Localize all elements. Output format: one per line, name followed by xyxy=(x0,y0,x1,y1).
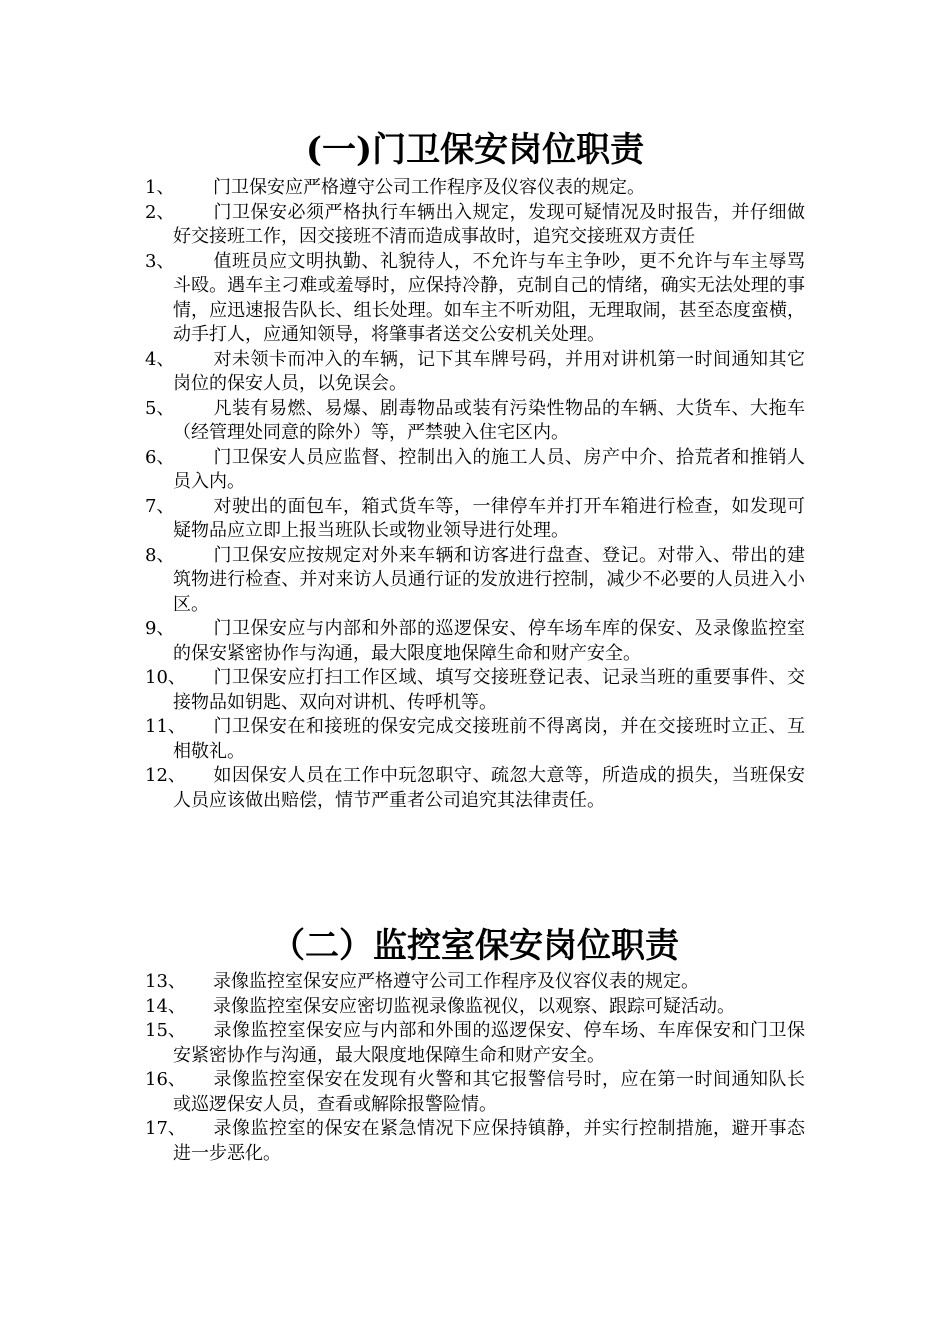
item-number: 9、 xyxy=(145,618,175,639)
list-item xyxy=(145,544,805,618)
item-number: 13、 xyxy=(145,971,186,992)
list-item xyxy=(145,201,805,250)
item-text: 门卫保安应与内部和外部的巡逻保安、停车场车库的保安、及录像监控室的保安紧密协作与沟通，最大限度地保障生命和财产安全。 xyxy=(173,618,805,664)
section-title: (一)门卫保安岗位职责 xyxy=(305,130,645,170)
item-text: 对未领卡而冲入的车辆，记下其车牌号码，并用对讲机第一时间通知其它岗位的保安人员，以免误会。 xyxy=(173,348,805,394)
item-text: 录像监控室的保安在紧急情况下应保持镇静，并实行控制措施，避开事态进一步恶化。 xyxy=(173,1118,805,1164)
list-item xyxy=(145,397,805,446)
item-number: 6、 xyxy=(145,446,175,468)
item-text: 门卫保安必须严格执行车辆出入规定，发现可疑情况及时报告，并仔细做好交接班工作，因交接班不清而造成事故时，追究交接班双方责任 xyxy=(173,201,805,247)
list-item xyxy=(145,1068,805,1117)
item-text: 凡装有易燃、易爆、剧毒物品或装有污染性物品的车辆、大货车、大拖车（经管理处同意的除外）等，严禁驶入住宅区内。 xyxy=(173,397,805,443)
list-item xyxy=(145,1019,805,1068)
section-gate-guard xyxy=(145,126,805,813)
item-number: 5、 xyxy=(145,397,175,419)
item-number: 2、 xyxy=(145,201,175,223)
list-item xyxy=(145,617,805,666)
item-number: 3、 xyxy=(145,250,175,272)
list-item xyxy=(145,446,805,495)
item-number: 4、 xyxy=(145,348,175,370)
list-item xyxy=(145,495,805,544)
item-text: 录像监控室保安应密切监视录像监视仪，以观察、跟踪可疑活动。 xyxy=(213,995,735,1017)
item-number: 8、 xyxy=(145,544,175,566)
item-text: 门卫保安在和接班的保安完成交接班前不得离岗，并在交接班时立正、互相敬礼。 xyxy=(173,716,805,762)
list-item xyxy=(145,970,805,995)
item-number: 11、 xyxy=(145,716,186,737)
item-text: 对驶出的面包车，箱式货车等，一律停车并打开车箱进行检查，如发现可疑物品应立即上报当班队长或物业领导进行处理。 xyxy=(173,495,805,541)
section-monitor-room-guard xyxy=(145,922,805,1166)
list-item xyxy=(145,666,805,715)
item-text: 门卫保安人员应监督、控制出入的施工人员、房产中介、拾荒者和推销人员入内。 xyxy=(173,446,805,492)
list-item xyxy=(145,764,805,813)
duty-list xyxy=(145,970,805,1166)
list-item xyxy=(145,995,805,1020)
item-text: 录像监控室保安应与内部和外围的巡逻保安、停车场、车库保安和门卫保安紧密协作与沟通，最大限度地保障生命和财产安全。 xyxy=(173,1020,805,1066)
item-text: 如因保安人员在工作中玩忽职守、疏忽大意等，所造成的损失，当班保安人员应该做出赔偿，情节严重者公司追究其法律责任。 xyxy=(173,765,805,811)
item-number: 7、 xyxy=(145,495,175,517)
item-number: 16、 xyxy=(145,1069,186,1090)
section-title: （二）监控室保安岗位职责 xyxy=(271,926,679,966)
item-text: 录像监控室保安在发现有火警和其它报警信号时，应在第一时间通知队长或巡逻保安人员，查看或解除报警险情。 xyxy=(173,1069,805,1115)
item-text: 值班员应文明执勤、礼貌待人，不允许与车主争吵，更不允许与车主辱骂斗殴。遇车主刁难或羞辱时，应保持冷静，克制自己的情绪，确实无法处理的事情，应迅速报告队长、组长处理。如车主不听劝阻，无理取闹，甚至态度蛮横，动手打人，应通知领导，将肇事者送交公安机关处理。 xyxy=(173,250,805,345)
list-item xyxy=(145,715,805,764)
item-text: 门卫保安应严格遵守公司工作程序及仪容仪表的规定。 xyxy=(213,177,645,198)
item-number: 1、 xyxy=(145,177,175,198)
list-item xyxy=(145,250,805,348)
item-number: 14、 xyxy=(145,995,186,1017)
item-number: 15、 xyxy=(145,1020,186,1041)
item-number: 12、 xyxy=(145,765,186,786)
item-text: 门卫保安应打扫工作区域、填写交接班登记表、记录当班的重要事件、交接物品如钥匙、双向对讲机、传呼机等。 xyxy=(173,667,805,713)
item-number: 10、 xyxy=(145,667,186,688)
duty-list xyxy=(145,176,805,813)
item-number: 17、 xyxy=(145,1118,186,1139)
list-item xyxy=(145,348,805,397)
list-item xyxy=(145,1117,805,1166)
item-text: 门卫保安应按规定对外来车辆和访客进行盘查、登记。对带入、带出的建筑物进行检查、并对来访人员通行证的发放进行控制，减少不必要的人员进入小区。 xyxy=(173,544,805,615)
item-text: 录像监控室保安应严格遵守公司工作程序及仪容仪表的规定。 xyxy=(213,971,699,992)
list-item xyxy=(145,176,805,201)
